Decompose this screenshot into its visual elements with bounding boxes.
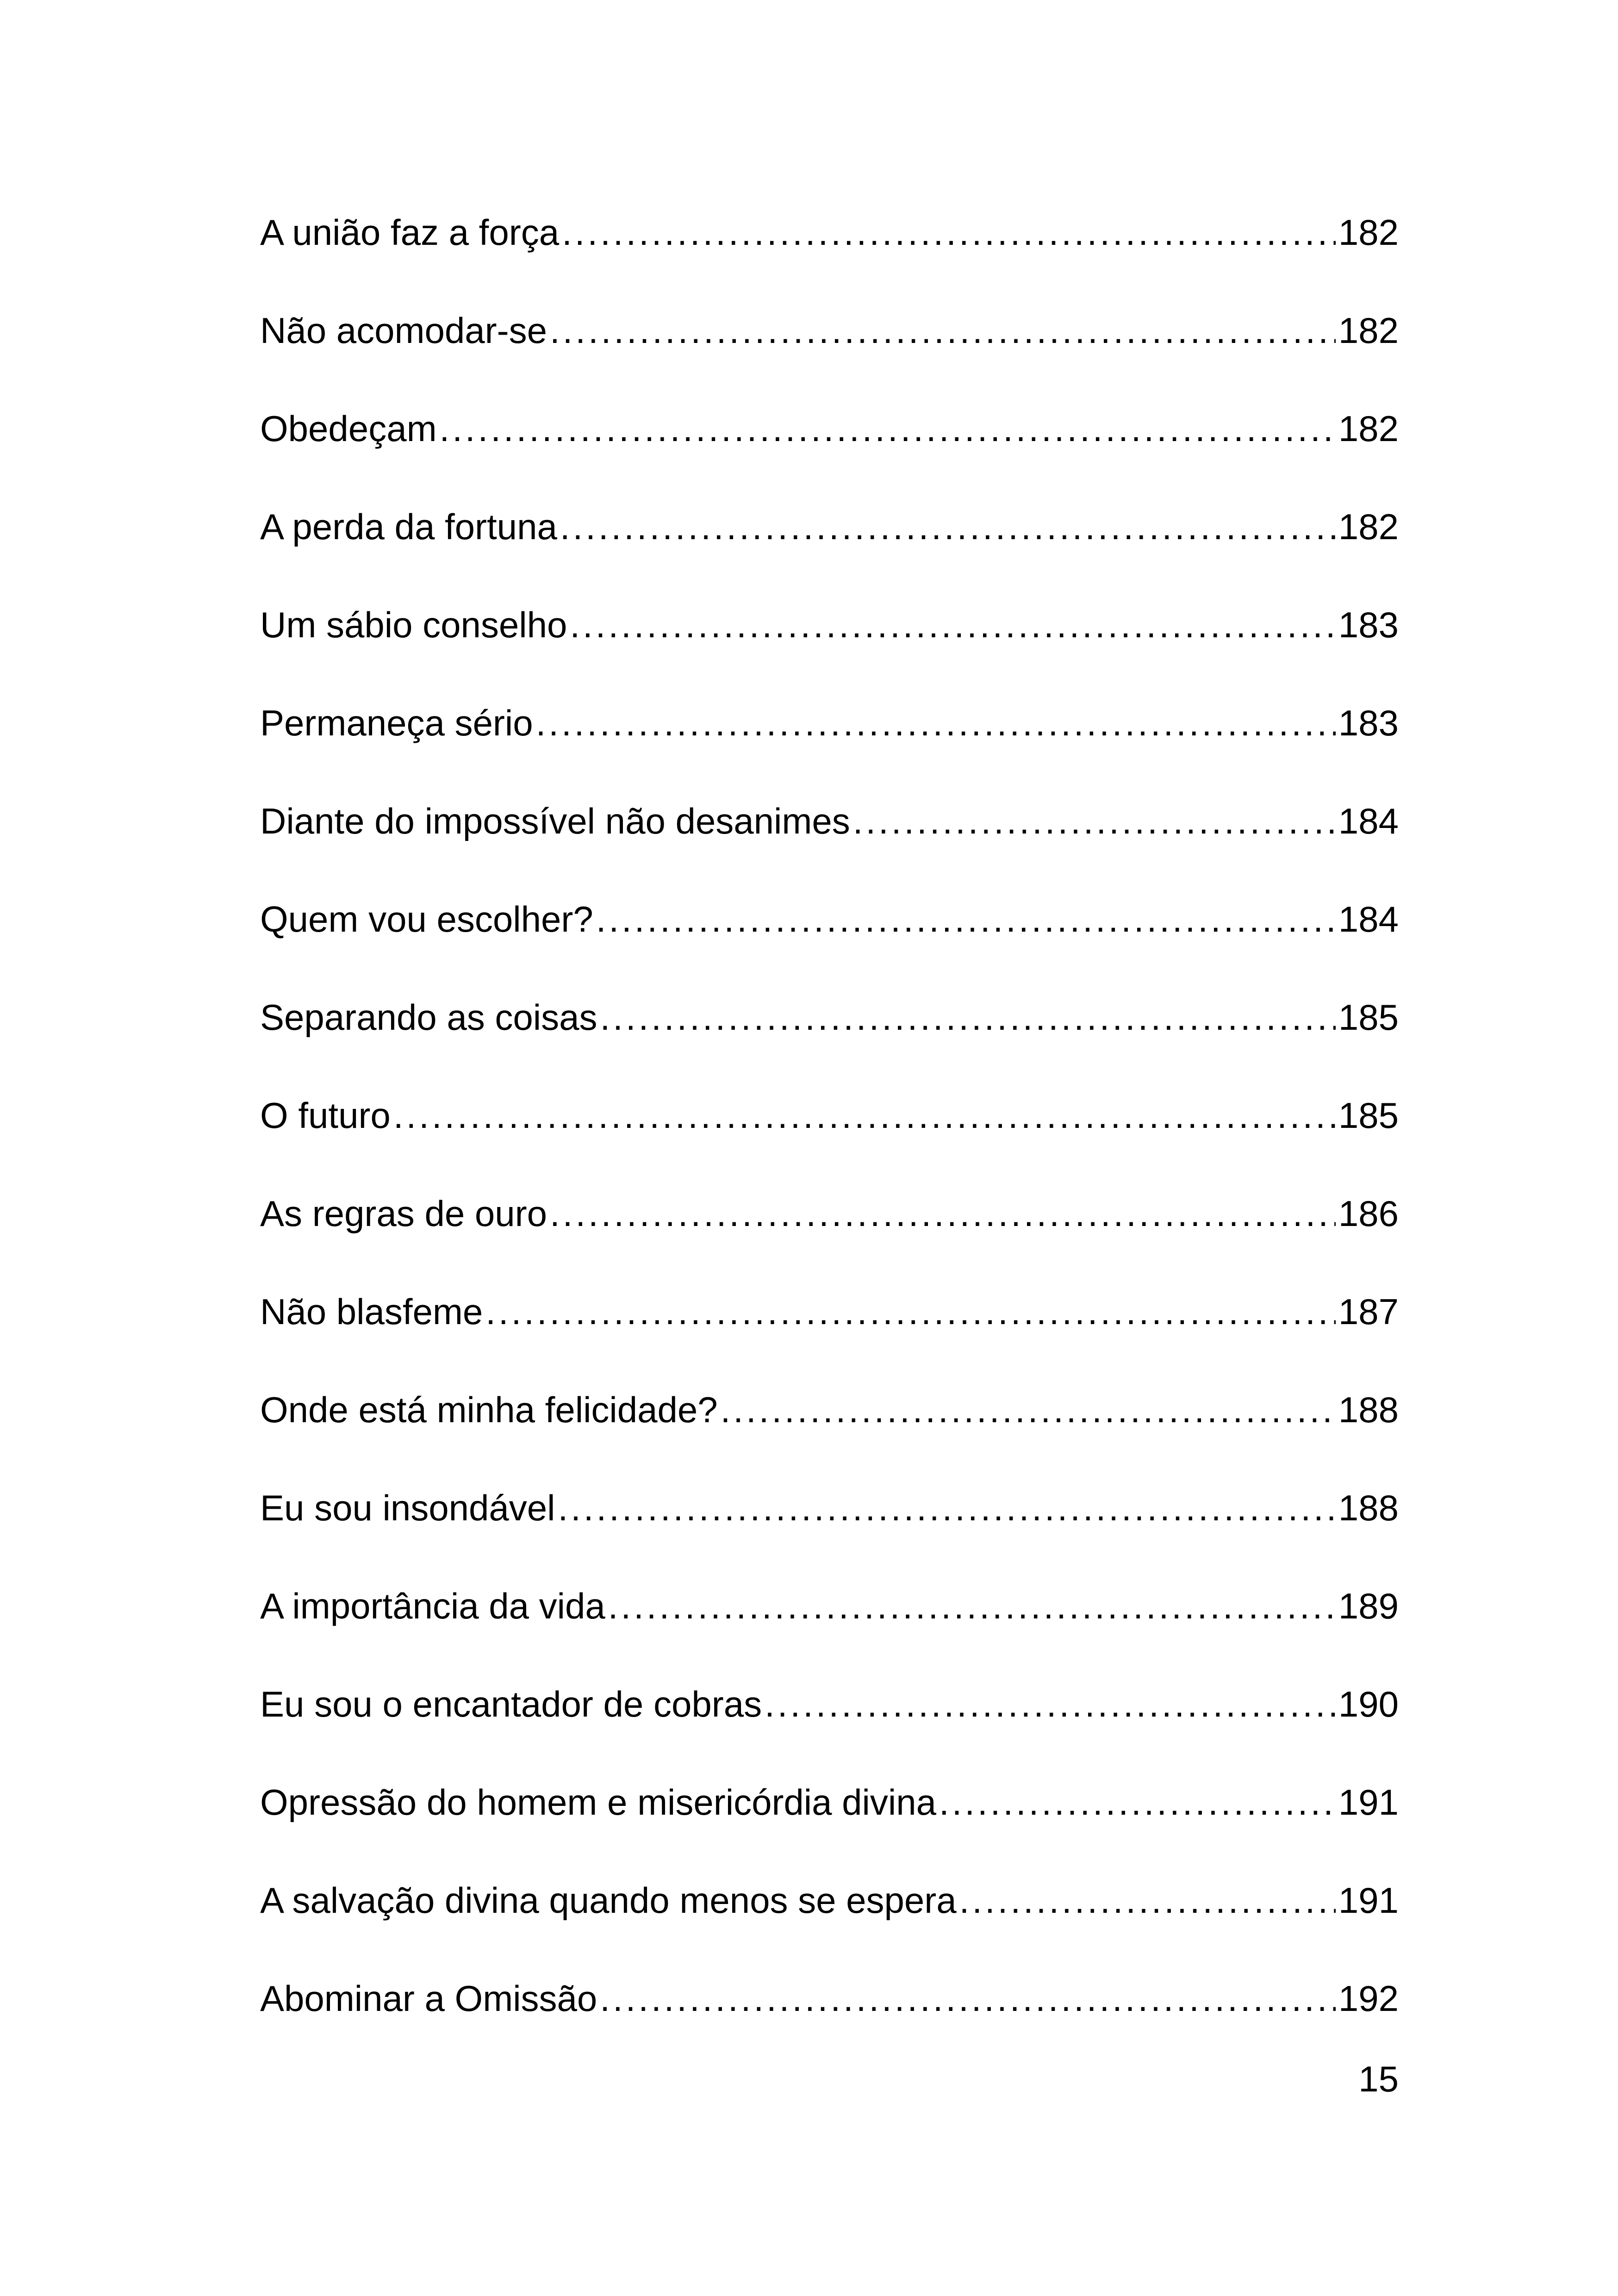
toc-entry-title: Opressão do homem e misericórdia divina	[260, 1782, 936, 1823]
toc-entry-title: A salvação divina quando menos se espera	[260, 1880, 957, 1921]
toc-dot-leader	[393, 1092, 1336, 1139]
toc-entry-title: A importância da vida	[260, 1586, 605, 1626]
toc-entry	[260, 994, 1399, 1092]
toc-dot-leader	[550, 1190, 1336, 1237]
toc-entry	[260, 1681, 1399, 1779]
toc-entry	[260, 405, 1399, 504]
toc-dot-leader	[959, 1877, 1336, 1923]
toc-entry-page: 191	[1338, 1782, 1399, 1823]
toc-entry-page: 184	[1338, 801, 1399, 841]
toc-entry-page: 182	[1338, 310, 1399, 351]
toc-entry	[260, 1583, 1399, 1681]
toc-entry	[260, 1092, 1399, 1190]
toc-entry-page: 182	[1338, 212, 1399, 253]
toc-entry-page: 188	[1338, 1487, 1399, 1528]
toc-entry-page: 183	[1338, 703, 1399, 743]
toc-entry-page: 190	[1338, 1684, 1399, 1724]
toc-entry	[260, 1485, 1399, 1583]
toc-entry-page: 183	[1338, 604, 1399, 645]
toc-dot-leader	[765, 1681, 1336, 1727]
toc-dot-leader	[939, 1779, 1336, 1825]
toc-entry-title: Eu sou insondável	[260, 1487, 555, 1528]
toc-entry-page: 182	[1338, 506, 1399, 547]
toc-entry-page: 184	[1338, 899, 1399, 940]
toc-entry	[260, 1190, 1399, 1288]
toc-dot-leader	[721, 1387, 1336, 1433]
toc-dot-leader	[600, 994, 1335, 1040]
toc-entry-title: A perda da fortuna	[260, 506, 557, 547]
toc-entry-title: Não blasfeme	[260, 1291, 483, 1332]
toc-entry-title: Onde está minha felicidade?	[260, 1389, 718, 1430]
toc-entry-title: Obedeçam	[260, 408, 437, 449]
toc-entry	[260, 1288, 1399, 1387]
toc-dot-leader	[596, 896, 1336, 942]
toc-dot-leader	[560, 504, 1336, 550]
toc-entry-title: Quem vou escolher?	[260, 899, 593, 940]
toc-dot-leader	[485, 1288, 1336, 1335]
toc-entry	[260, 1779, 1399, 1877]
toc-entry-page: 186	[1338, 1193, 1399, 1234]
toc-entry-page: 192	[1338, 1978, 1399, 2019]
toc-entry-page: 187	[1338, 1291, 1399, 1332]
toc-dot-leader	[853, 798, 1336, 844]
toc-entry	[260, 1387, 1399, 1485]
toc-entry	[260, 307, 1399, 405]
toc-entry-page: 185	[1338, 1095, 1399, 1136]
toc-entry-title: Um sábio conselho	[260, 604, 567, 645]
table-of-contents	[260, 209, 1399, 2073]
toc-entry-page: 182	[1338, 408, 1399, 449]
toc-entry-page: 188	[1338, 1389, 1399, 1430]
toc-entry	[260, 896, 1399, 994]
page-number: 15	[1358, 2059, 1399, 2099]
toc-entry	[260, 1877, 1399, 1975]
toc-entry-title: Permaneça sério	[260, 703, 533, 743]
toc-dot-leader	[570, 602, 1336, 648]
toc-entry-title: Diante do impossível não desanimes	[260, 801, 850, 841]
toc-entry-page: 189	[1338, 1586, 1399, 1626]
toc-entry-title: Abominar a Omissão	[260, 1978, 597, 2019]
toc-entry-title: Separando as coisas	[260, 997, 597, 1038]
toc-entry-page: 191	[1338, 1880, 1399, 1921]
toc-entry-title: A união faz a força	[260, 212, 560, 253]
toc-entry-title: Não acomodar-se	[260, 310, 547, 351]
toc-dot-leader	[600, 1975, 1336, 2022]
toc-dot-leader	[440, 405, 1336, 452]
toc-entry	[260, 602, 1399, 700]
toc-entry-title: O futuro	[260, 1095, 391, 1136]
toc-entry	[260, 700, 1399, 798]
toc-entry	[260, 798, 1399, 896]
toc-entry-page: 185	[1338, 997, 1399, 1038]
toc-entry-title: As regras de ouro	[260, 1193, 548, 1234]
toc-entry	[260, 209, 1399, 307]
toc-entry	[260, 504, 1399, 602]
toc-dot-leader	[550, 307, 1336, 354]
toc-entry-title: Eu sou o encantador de cobras	[260, 1684, 762, 1724]
toc-dot-leader	[608, 1583, 1336, 1629]
toc-dot-leader	[536, 700, 1336, 746]
toc-dot-leader	[562, 209, 1336, 255]
toc-entry	[260, 1975, 1399, 2073]
toc-dot-leader	[558, 1485, 1335, 1531]
